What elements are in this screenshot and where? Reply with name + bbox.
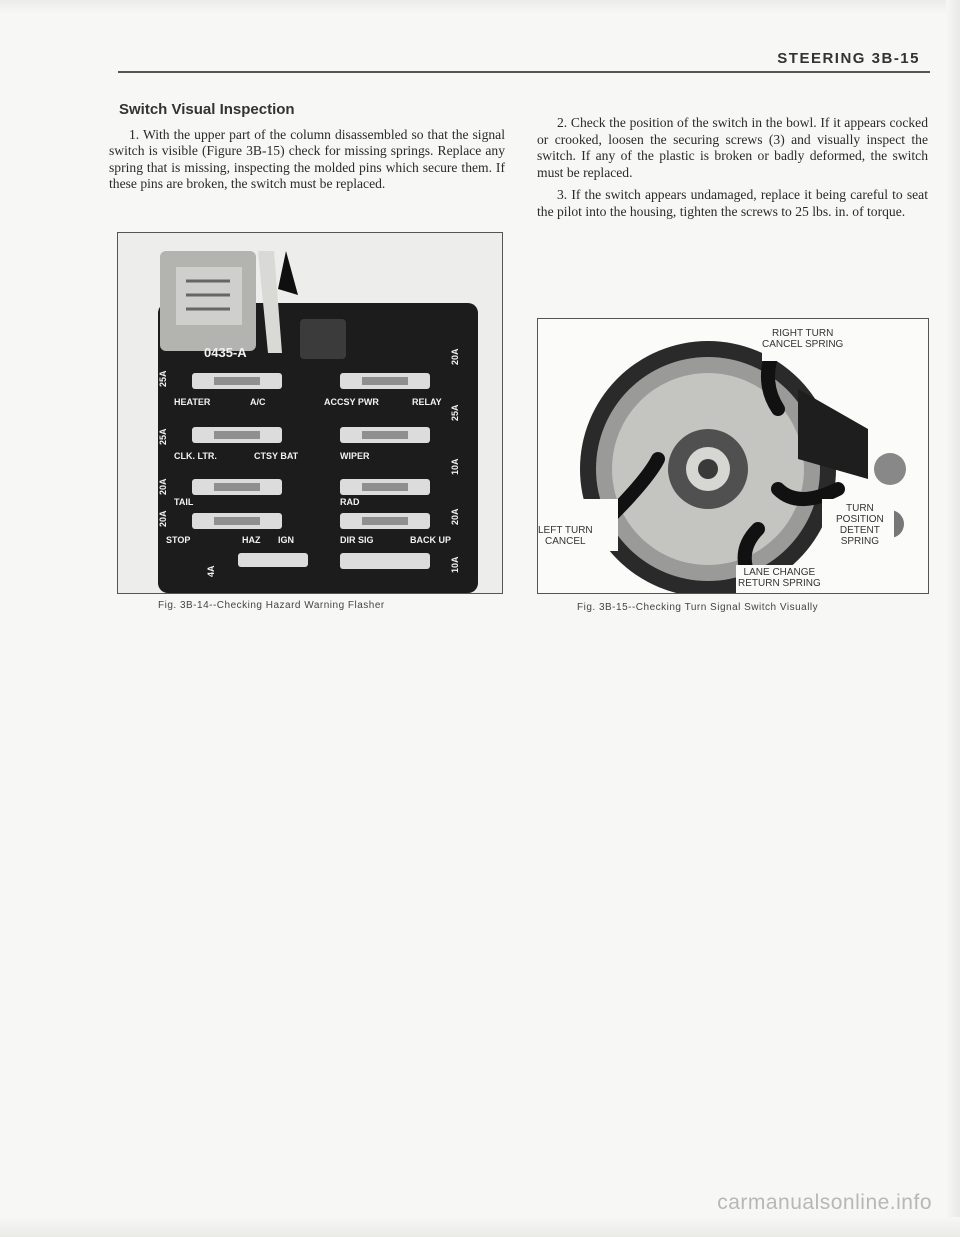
header-rule (118, 71, 930, 73)
fuse-label: HEATER (174, 397, 211, 407)
callout-line: DETENT (839, 525, 880, 536)
ignition-key-icon (874, 453, 906, 485)
callout-line: RETURN SPRING (738, 578, 821, 589)
callout-line: CANCEL (545, 536, 586, 547)
callout-line: POSITION (836, 514, 884, 525)
figure-turn-signal-switch-photo (537, 318, 929, 594)
fuse-rating-label: 25A (158, 370, 168, 387)
figure-caption: Fig. 3B-14--Checking Hazard Warning Flasher (158, 600, 385, 611)
flasher-unit (160, 251, 256, 351)
page-edge-shadow (0, 1217, 960, 1237)
paragraph: 1. With the upper part of the column disassembled so that the signal switch is visible (Figure 3B-15) check for missing springs. Replace any spring that is missing, inspecting the molded pins which secure them. If these pins are broken, the switch must be replaced. (109, 126, 505, 191)
section-heading: Switch Visual Inspection (119, 101, 295, 118)
fuse-label: BACK UP (410, 535, 452, 545)
fuse-label: 0435-A (204, 345, 247, 360)
callout-turn-position-detent-spring (836, 503, 884, 547)
callout-right-turn-cancel-spring (762, 328, 843, 350)
fuse-block-illustration (118, 233, 502, 593)
callout-line: RIGHT TURN (772, 328, 834, 339)
fuse-rating-label: 20A (158, 478, 168, 495)
callout-line: LEFT TURN (538, 525, 593, 536)
fuse-rating-label: 20A (450, 348, 460, 365)
fuse-label: TAIL (174, 497, 194, 507)
page-edge-shadow (946, 0, 960, 1237)
figure-fuse-block-photo (117, 232, 503, 594)
fuse-rating-label: 20A (450, 508, 460, 525)
callout-line: LANE CHANGE (743, 567, 816, 578)
callout-line: TURN (846, 503, 874, 514)
fuse-rating-label: 4A (206, 565, 216, 577)
fuse-label: WIPER (340, 451, 370, 461)
fuse-label: RAD (340, 497, 360, 507)
paragraph: 2. Check the position of the switch in the bowl. If it appears cocked or crooked, loosen the securing screws (3) and visually inspect the switch. If any of the plastic is broken or badly deformed, the switch must be replaced. (537, 115, 928, 180)
callout-line: SPRING (840, 536, 880, 547)
fuse-rating-label: 20A (158, 510, 168, 527)
fuse-label: STOP (166, 535, 191, 545)
figure-caption: Fig. 3B-15--Checking Turn Signal Switch Visually (577, 602, 819, 613)
page-edge-shadow (0, 0, 960, 14)
fuse-rating-label: 25A (158, 428, 168, 445)
fuse-label: CLK. LTR. (174, 451, 217, 461)
right-column (537, 115, 928, 226)
fuse-label: HAZ (242, 535, 261, 545)
fuse-label: RELAY (412, 397, 442, 407)
fuse-label: ACCSY PWR (324, 397, 379, 407)
fuse-label: IGN (278, 535, 295, 545)
fuse-rating-label: 25A (450, 404, 460, 421)
watermark: carmanualsonline.info (717, 1191, 932, 1214)
paragraph: 3. If the switch appears undamaged, replace it being careful to seat the pilot into the housing, tighten the screws to 25 lbs. in. of torque. (537, 187, 928, 219)
page-header-title: STEERING 3B-15 (777, 50, 920, 67)
fuse-label: CTSY BAT (254, 451, 299, 461)
callout-left-turn-cancel (538, 525, 593, 547)
fuse-label: DIR SIG (340, 535, 374, 545)
callout-lane-change-return-spring (738, 567, 821, 589)
turn-signal-switch-illustration (538, 319, 928, 593)
fuse-rating-label: 10A (450, 556, 460, 573)
callout-line: CANCEL SPRING (762, 339, 844, 350)
fuse-label: A/C (250, 397, 266, 407)
fuse-rating-label: 10A (450, 458, 460, 475)
left-column (109, 102, 505, 199)
